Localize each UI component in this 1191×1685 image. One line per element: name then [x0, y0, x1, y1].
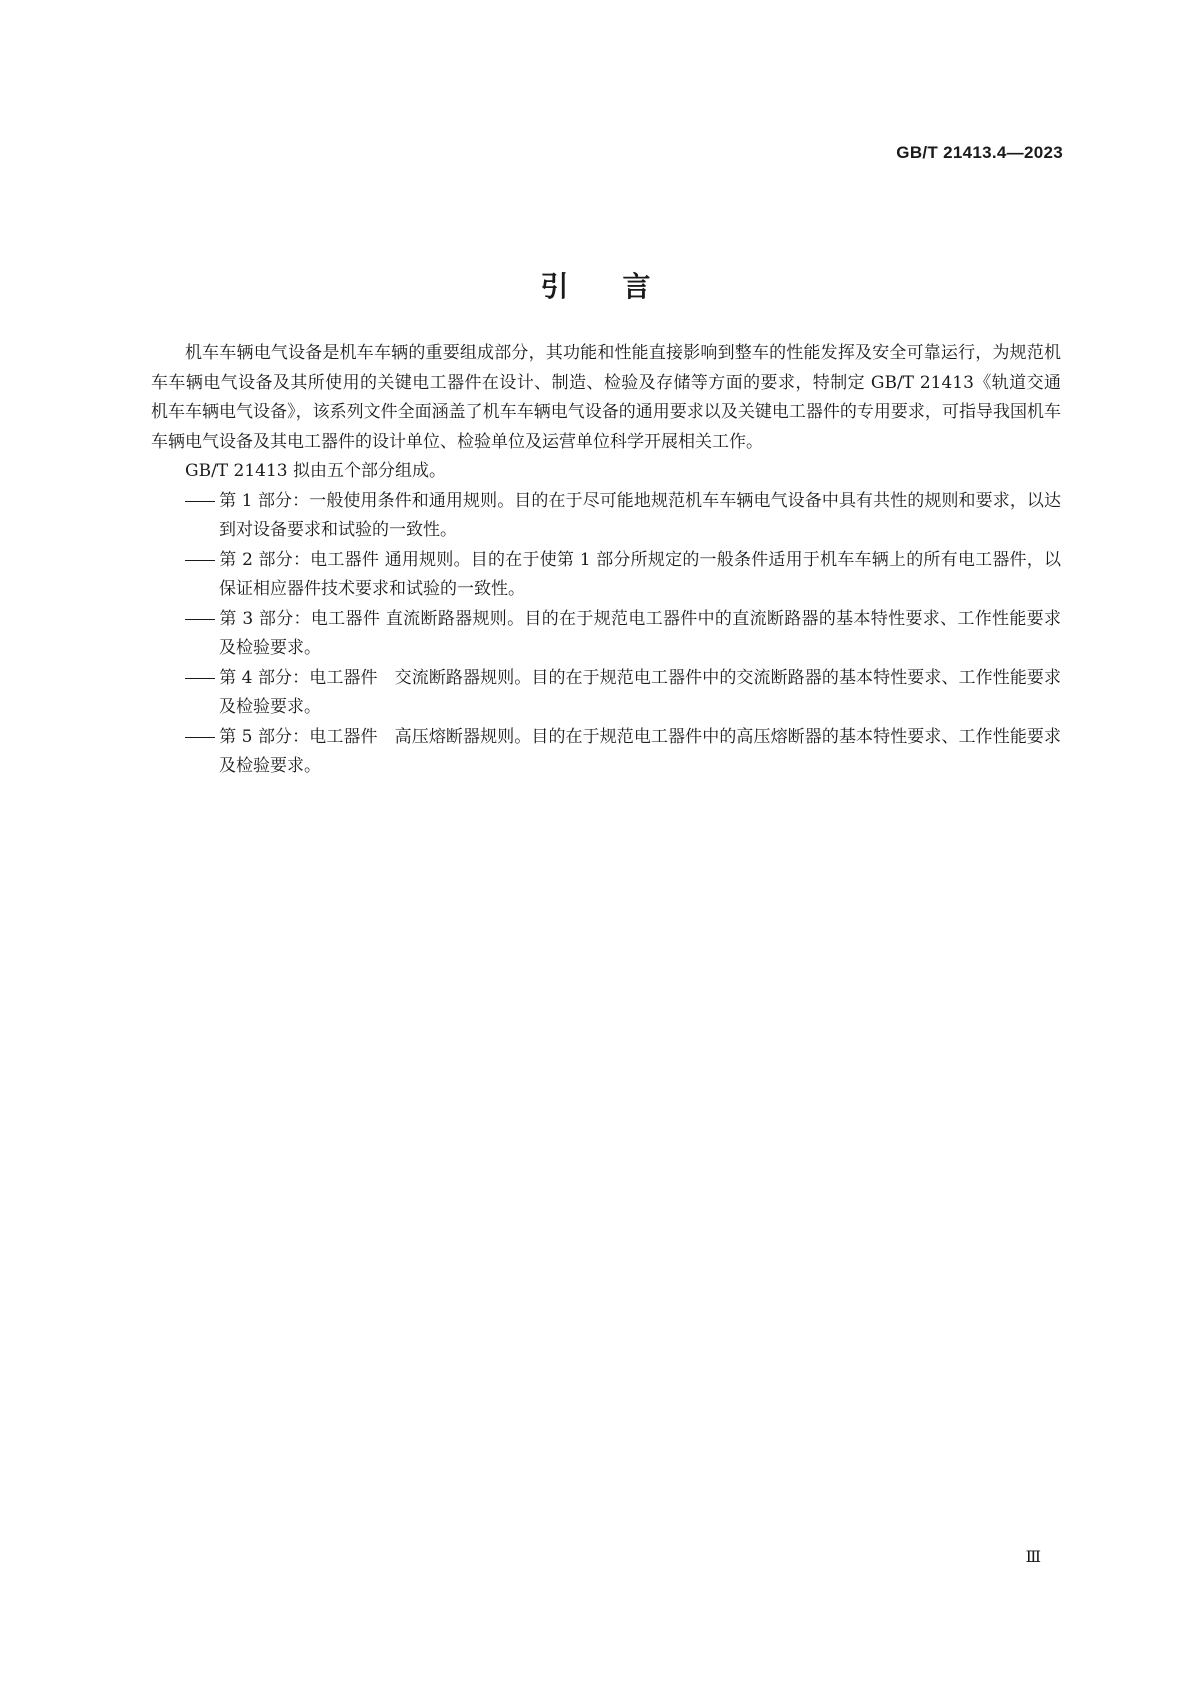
list-item-text: 第 5 部分：电工器件 高压熔断器规则。目的在于规范电工器件中的高压熔断器的基本特性要求、工作性能要求及检验要求。: [219, 726, 1061, 776]
list-item: [151, 487, 1061, 546]
parts-list: [151, 487, 1061, 782]
document-body: [151, 339, 1078, 782]
page-title: 引言: [540, 269, 705, 303]
list-item: [151, 605, 1061, 664]
parts-intro: GB/T 21413 拟由五个部分组成。: [185, 461, 447, 481]
dash-marker: [185, 737, 219, 738]
list-item: [151, 546, 1061, 605]
page-number: Ⅲ: [1025, 1547, 1041, 1566]
dash-marker: [185, 560, 219, 561]
list-item-text: 第 4 部分：电工器件 交流断路器规则。目的在于规范电工器件中的交流断路器的基本特性要求、工作性能要求及检验要求。: [219, 667, 1061, 717]
list-item-text: 第 3 部分：电工器件 直流断路器规则。目的在于规范电工器件中的直流断路器的基本特性要求、工作性能要求及检验要求。: [219, 608, 1061, 658]
intro-paragraph: 机车车辆电气设备是机车车辆的重要组成部分，其功能和性能直接影响到整车的性能发挥及安全可靠运行，为规范机车车辆电气设备及其所使用的关键电工器件在设计、制造、检验及存储等方面的要求，特制定 GB/T 21413《轨道交通 机车车辆电气设备》，该系列文件全面涵盖了机车车辆电气设备的通用要求以及关键电工器件的专用要求，可指导我国机车车辆电气设备及其电工器件的设计单位、检验单位及运营单位科学开展相关工作。: [151, 343, 1078, 452]
list-item-text: 第 2 部分：电工器件 通用规则。目的在于使第 1 部分所规定的一般条件适用于机车车辆上的所有电工器件，以保证相应器件技术要求和试验的一致性。: [219, 549, 1061, 599]
dash-marker: [185, 619, 219, 620]
standard-number: GB/T 21413.4—2023: [896, 143, 1063, 162]
dash-marker: [185, 678, 219, 679]
list-item-text: 第 1 部分：一般使用条件和通用规则。目的在于尽可能地规范机车车辆电气设备中具有共性的规则和要求，以达到对设备要求和试验的一致性。: [219, 490, 1061, 540]
list-item: [151, 723, 1061, 782]
dash-marker: [185, 501, 219, 502]
list-item: [151, 664, 1061, 723]
